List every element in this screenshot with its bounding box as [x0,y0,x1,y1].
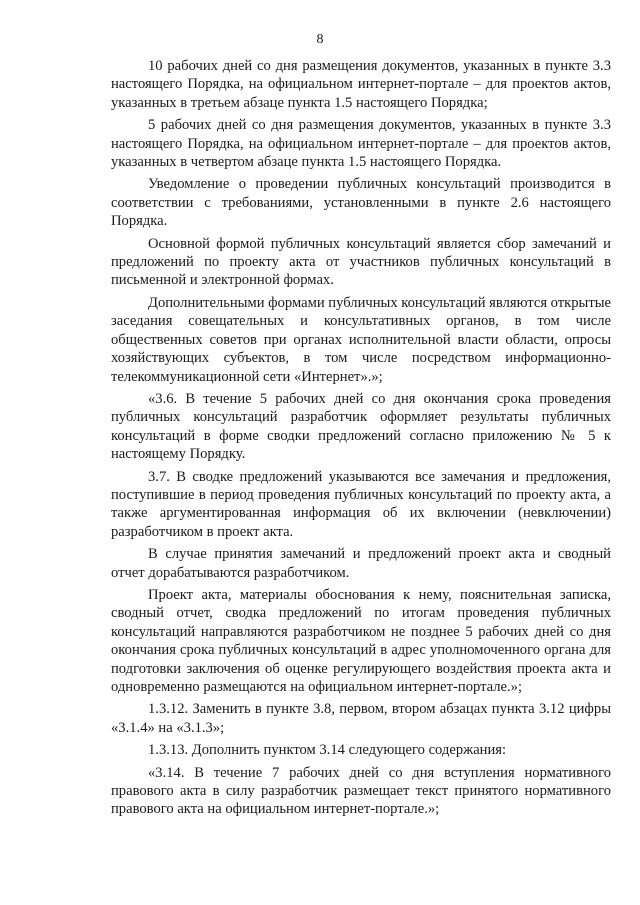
paragraph: В случае принятия замечаний и предложений проект акта и сводный отчет дорабатываются разработчиком. [111,546,611,581]
paragraph: 1.3.13. Дополнить пунктом 3.14 следующего содержания: [148,742,507,759]
paragraph: 10 рабочих дней со дня размещения документов, указанных в пункте 3.3 настоящего Порядка, на официальном интернет-портале – для проектов актов, указанных в третьем абзаце пункта 1.5 настоящего Порядка; [111,58,611,111]
paragraph: Основной формой публичных консультаций является сбор замечаний и предложений по проекту акта от участников публичных консультаций в письменной и электронной формах. [111,235,611,289]
paragraph: 5 рабочих дней со дня размещения документов, указанных в пункте 3.3 настоящего Порядка, на официальном интернет-портале – для проектов актов, указанных в четвертом абзаце пункта 1.5 настоящего Порядка. [111,117,611,171]
paragraph: Уведомление о проведении публичных консультаций производится в соответствии с требованиями, установленными в пункте 2.6 настоящего Порядка. [111,176,611,230]
paragraph: 3.7. В сводке предложений указываются все замечания и предложения, поступившие в период проведения публичных консультаций по проекту акта, а также аргументированная информация об их включении (невключении) разработчиком в проект акта. [111,468,611,540]
paragraph: Дополнительными формами публичных консультаций являются открытые заседания совещательных и консультативных органов, в том числе общественных советов при органах исполнительной власти области, опросы хозяйствующих субъектов, в том числе посредством информационно-телекоммуникационной сети «Интернет».»; [111,294,612,385]
document-body [111,57,611,823]
paragraph: «3.14. В течение 7 рабочих дней со дня вступления нормативного правового акта в силу разработчик размещает текст принятого нормативного правового акта на официальном интернет-портале.»; [111,764,611,818]
paragraph: Проект акта, материалы обоснования к нему, пояснительная записка, сводный отчет, сводка предложений по итогам проведения публичных консультаций направляются разработчиком не позднее 5 рабочих дней со дня окончания срока публичных консультаций в адрес уполномоченного органа для подготовки заключения об оценке регулирующего воздействия проекта акта и одновременно размещаются на официальном интернет-портале.»; [111,586,611,695]
paragraph: «3.6. В течение 5 рабочих дней со дня окончания срока проведения публичных консультаций разработчик оформляет результаты публичных консультаций в форме сводки предложений согласно приложению № 5 к настоящему Порядку. [111,390,611,463]
paragraph: 1.3.12. Заменить в пункте 3.8, первом, втором абзацах пункта 3.12 цифры «3.1.4» на «3.1.3»; [111,701,611,736]
page-number: 8 [316,32,324,47]
